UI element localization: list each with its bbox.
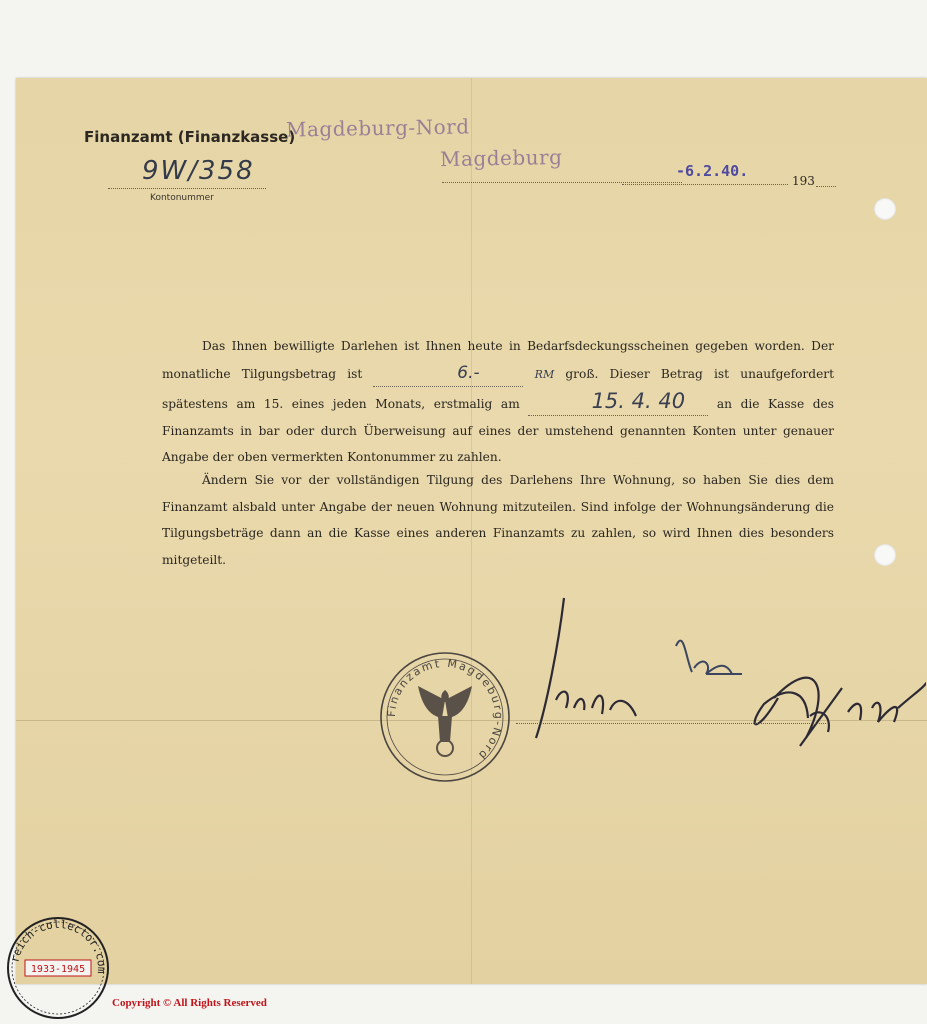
first-payment-date: 15. 4. 40 bbox=[528, 388, 708, 416]
paragraph1-part3: an die Kasse des Finanzamts in bar oder durch Überweisung auf eines der umstehend genannten Konten unter genauer Angabe der oben vermerkten Kontonummer zu zahlen. bbox=[162, 397, 834, 464]
punch-hole-bottom bbox=[874, 544, 896, 566]
year-prefix: 193 bbox=[792, 174, 815, 188]
initials-mark bbox=[676, 641, 742, 674]
repayment-amount: 6.- bbox=[373, 360, 523, 388]
watermark-years: 1933-1945 bbox=[30, 964, 86, 975]
paragraph1-part2: groß. Dieser Betrag ist unaufgefordert spätestens am 15. eines jeden Monats, erstmalig am bbox=[162, 366, 834, 411]
watermark-stamp bbox=[5, 915, 111, 1021]
paragraph-address-change: Ändern Sie vor der vollständigen Tilgung des Darlehens Ihre Wohnung, so haben Sie dies dem Finanzamt alsbald unter Angabe der neuen Wohnung mitzuteilen. Sind infolge der Wohnungsänderung die Tilgungsbeträge dann an die Kasse eines anderen Finanzamts zu zahlen, so wird Ihnen dies besonders mitgeteilt. bbox=[162, 473, 834, 567]
account-number-line bbox=[108, 188, 266, 189]
seal-text: Finanzamt Magdeburg-Nord bbox=[384, 656, 506, 763]
office-stamp-line1: Magdeburg-Nord bbox=[285, 114, 470, 142]
signature-line bbox=[516, 723, 826, 724]
signature-block bbox=[506, 568, 926, 748]
office-title: Finanzamt (Finanzkasse) bbox=[84, 128, 296, 146]
year-line bbox=[816, 186, 836, 187]
date-stamp: -6.2.40. bbox=[676, 162, 749, 180]
punch-hole-top bbox=[874, 198, 896, 220]
watermark-site: reich-collector.com bbox=[8, 917, 109, 974]
copyright-notice: Copyright © All Rights Reserved bbox=[112, 997, 267, 1009]
place-line bbox=[442, 182, 682, 183]
office-stamp-line2: Magdeburg bbox=[439, 144, 563, 172]
signature-right bbox=[755, 678, 926, 746]
signature-left bbox=[536, 598, 636, 738]
date-line bbox=[622, 184, 788, 185]
paragraph-repayment bbox=[162, 333, 834, 471]
account-number-handwritten: 9W/358 bbox=[142, 156, 255, 186]
paragraph1-part1: Das Ihnen bewilligte Darlehen ist Ihnen heute in Bedarfsdeckungsscheinen gegeben worden. Der monatliche Tilgungsbetrag ist bbox=[162, 339, 834, 381]
account-number-label: Kontonummer bbox=[150, 193, 214, 203]
eagle-emblem bbox=[418, 686, 472, 756]
official-seal bbox=[378, 650, 512, 784]
repayment-currency: RM bbox=[534, 367, 555, 381]
document-page bbox=[16, 78, 927, 984]
